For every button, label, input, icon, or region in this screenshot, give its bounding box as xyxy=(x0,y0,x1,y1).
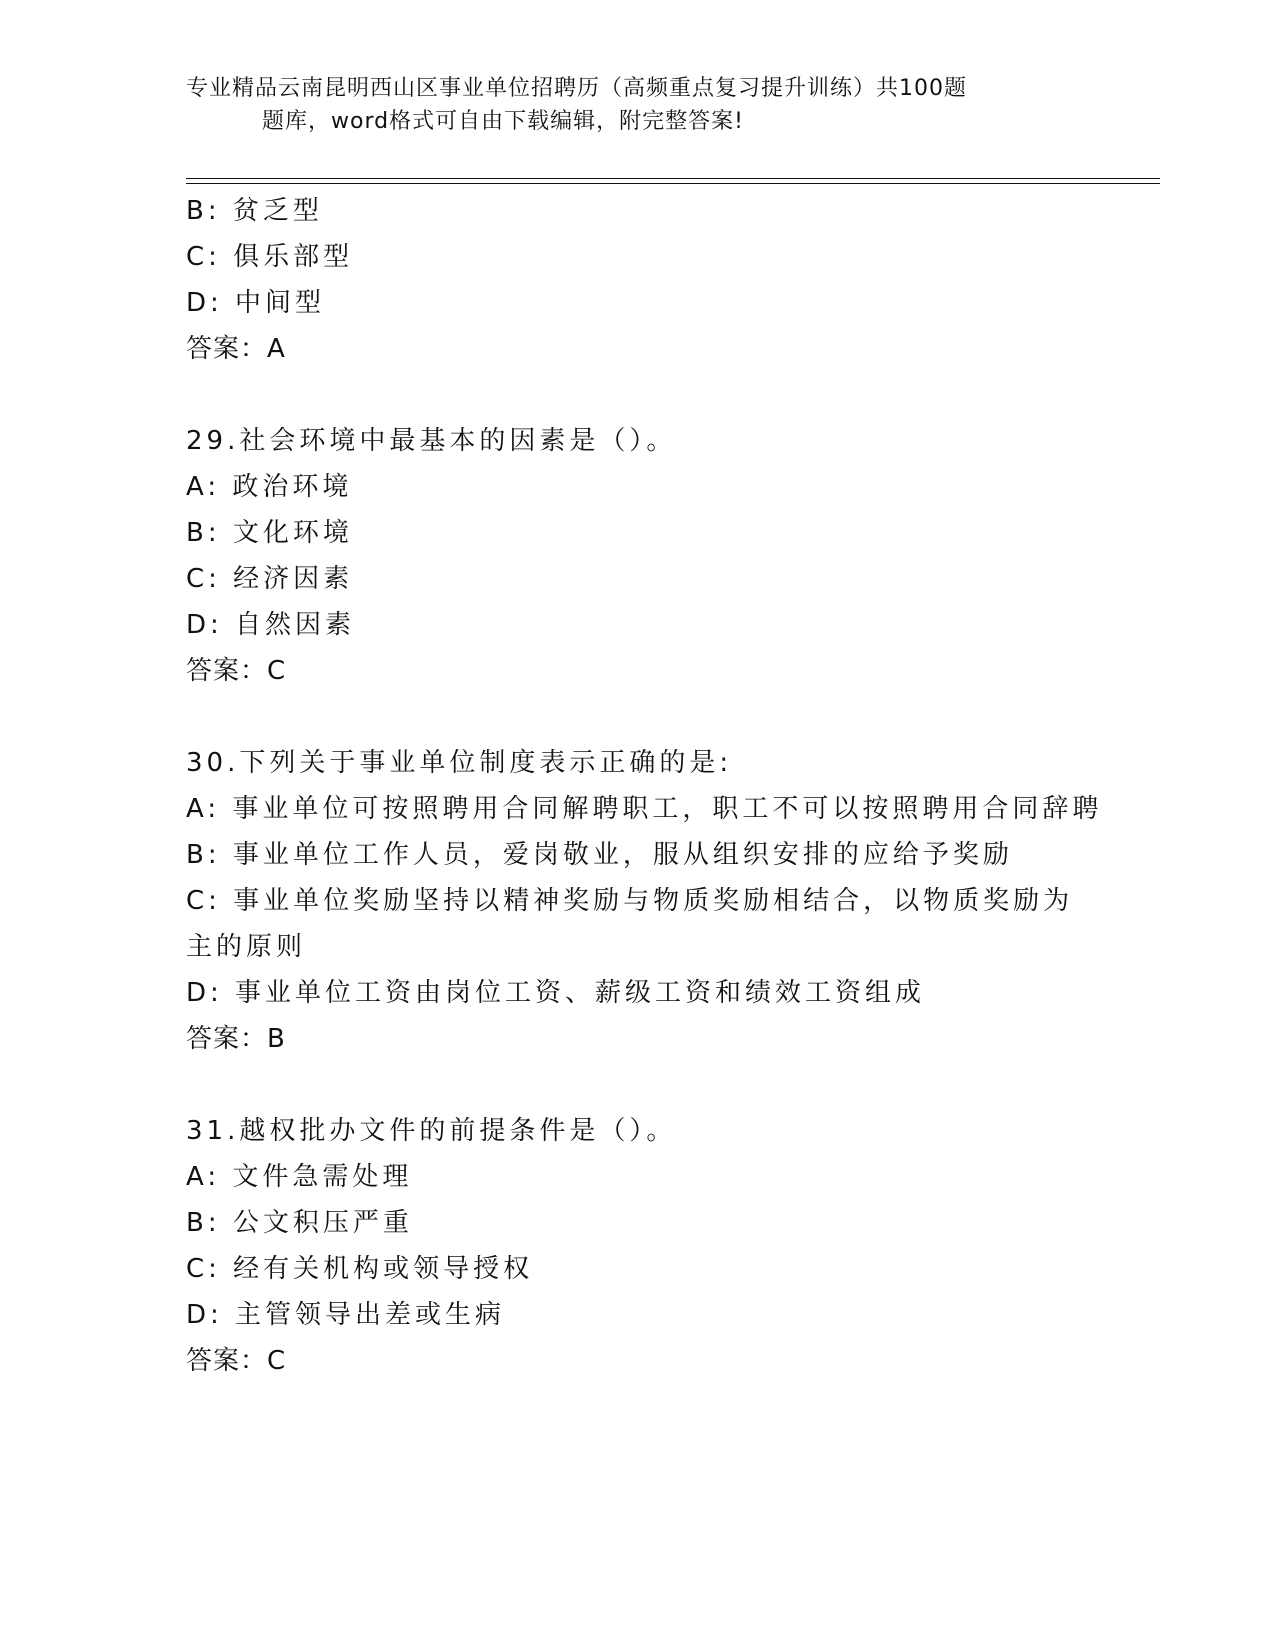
question-29 xyxy=(186,418,1086,694)
option-a: A: 文件急需处理 xyxy=(186,1162,413,1192)
spacer xyxy=(186,1062,1086,1108)
option-c: C: 经有关机构或领导授权 xyxy=(186,1254,534,1284)
answer: 答案：C xyxy=(186,656,287,686)
option-a: A: 事业单位可按照聘用合同解聘职工，职工不可以按照聘用合同辞聘 xyxy=(186,794,1103,824)
option-b: B: 贫乏型 xyxy=(186,196,323,226)
option-d: D: 中间型 xyxy=(186,288,326,318)
option-b: B: 文化环境 xyxy=(186,518,353,548)
option-b: B: 事业单位工作人员，爱岗敬业，服从组织安排的应给予奖励 xyxy=(186,840,1013,870)
option-c: C: 俱乐部型 xyxy=(186,242,354,272)
option-c: C: 经济因素 xyxy=(186,564,354,594)
question-31 xyxy=(186,1108,1086,1384)
spacer xyxy=(186,372,1086,418)
header-title-line-1: 专业精品云南昆明西山区事业单位招聘历（高频重点复习提升训练）共100题 xyxy=(186,76,967,101)
option-c: C: 事业单位奖励坚持以精神奖励与物质奖励相结合，以物质奖励为主的原则 xyxy=(186,886,1074,962)
question-stem: 31.越权批办文件的前提条件是（）。 xyxy=(186,1116,677,1146)
question-stem: 30.下列关于事业单位制度表示正确的是: xyxy=(186,748,733,778)
header-title-line-2: 题库，word格式可自由下载编辑，附完整答案! xyxy=(262,109,744,134)
option-d: D: 事业单位工资由岗位工资、薪级工资和绩效工资组成 xyxy=(186,978,926,1008)
question-list xyxy=(186,188,1103,1384)
option-b: B: 公文积压严重 xyxy=(186,1208,413,1238)
document-header xyxy=(186,72,1046,138)
question-30 xyxy=(186,740,1103,1062)
header-divider-bottom xyxy=(186,183,1160,184)
answer: 答案：C xyxy=(186,1346,287,1376)
spacer xyxy=(186,694,1086,740)
answer: 答案：A xyxy=(186,334,286,364)
option-a: A: 政治环境 xyxy=(186,472,353,502)
option-d: D: 主管领导出差或生病 xyxy=(186,1300,506,1330)
option-d: D: 自然因素 xyxy=(186,610,356,640)
question-28-tail xyxy=(186,188,1086,372)
answer: 答案：B xyxy=(186,1024,286,1054)
header-divider-top xyxy=(186,178,1160,179)
question-stem: 29.社会环境中最基本的因素是（）。 xyxy=(186,426,677,456)
